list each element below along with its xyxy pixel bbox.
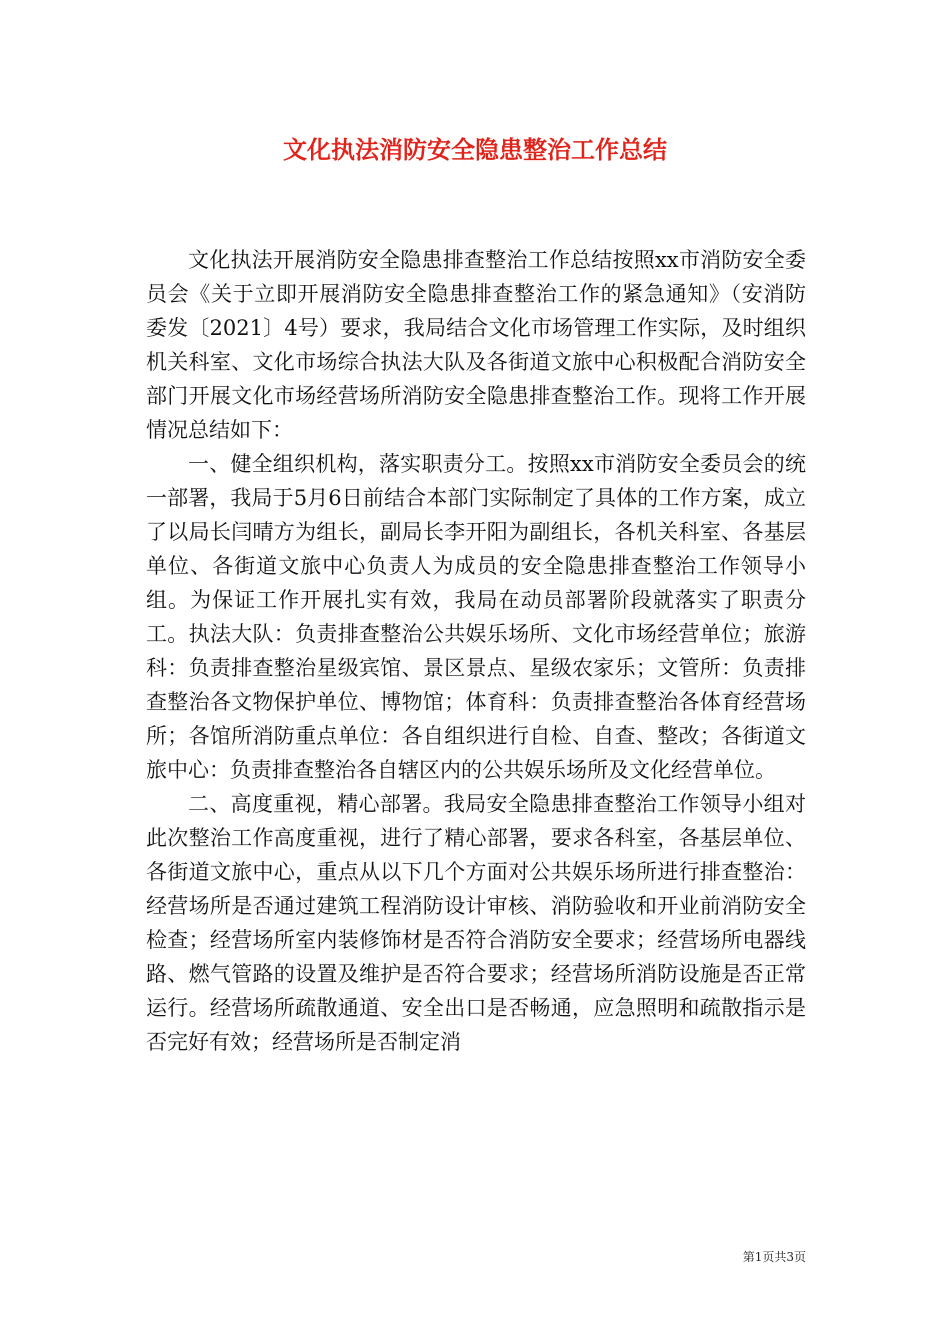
document-title: 文化执法消防安全隐患整治工作总结	[283, 135, 667, 164]
page-number: 第1页共3页	[742, 1250, 806, 1264]
paragraph-section-1: 一、健全组织机构，落实职责分工。按照xx市消防安全委员会的统一部署，我局于5月6日前结合本部门实际制定了具体的工作方案，成立了以局长闫晴方为组长，副局长李开阳为副组长，各机关科室、各基层单位、各街道文旅中心负责人为成员的安全隐患排查整治工作领导小组。为保证工作开展扎实有效，我局在动员部署阶段就落实了职责分工。执法大队：负责排查整治公共娱乐场所、文化市场经营单位；旅游科：负责排查整治星级宾馆、景区景点、星级农家乐；文管所：负责排查整治各文物保护单位、博物馆；体育科：负责排查整治各体育经营场所；各馆所消防重点单位：各自组织进行自检、自查、整改；各街道文旅中心：负责排查整治各自辖区内的公共娱乐场所及文化经营单位。	[146, 452, 806, 782]
paragraph-section-2: 二、高度重视，精心部署。我局安全隐患排查整治工作领导小组对此次整治工作高度重视，进行了精心部署，要求各科室，各基层单位、各街道文旅中心，重点从以下几个方面对公共娱乐场所进行排查整治：经营场所是否通过建筑工程消防设计审核、消防验收和开业前消防安全检查；经营场所室内装修饰材是否符合消防安全要求；经营场所电器线路、燃气管路的设置及维护是否符合要求；经营场所消防设施是否正常运行。经营场所疏散通道、安全出口是否畅通，应急照明和疏散指示是否完好有效；经营场所是否制定消	[146, 792, 806, 1054]
paragraph-intro: 文化执法开展消防安全隐患排查整治工作总结按照xx市消防安全委员会《关于立即开展消防安全隐患排查整治工作的紧急通知》（安消防委发〔2021〕4号）要求，我局结合文化市场管理工作实际，及时组织机关科室、文化市场综合执法大队及各街道文旅中心积极配合消防安全部门开展文化市场经营场所消防安全隐患排查整治工作。现将工作开展情况总结如下：	[146, 248, 806, 442]
document-body	[146, 243, 806, 1059]
